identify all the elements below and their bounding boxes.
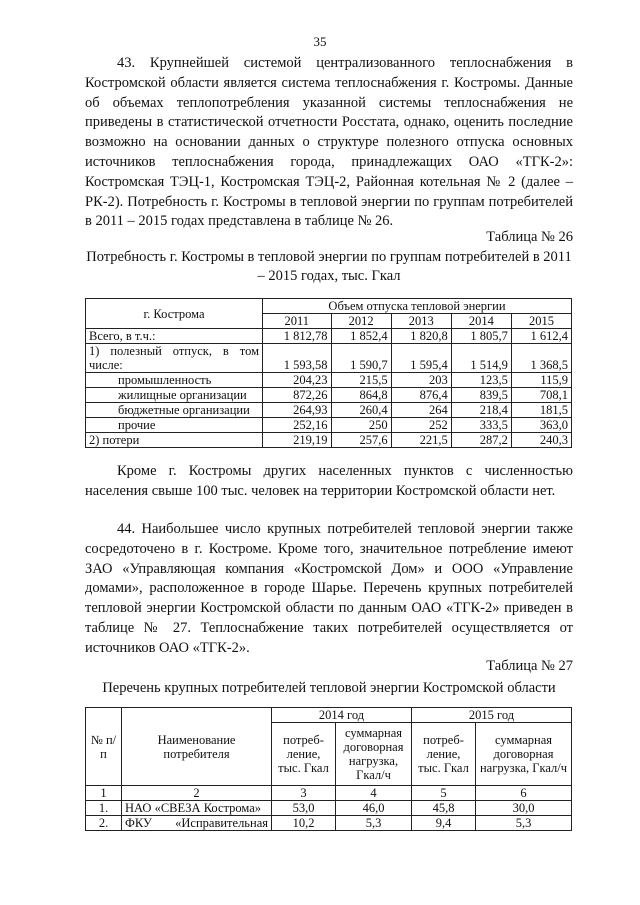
table-26-year-header: 2012 xyxy=(331,314,391,329)
cell-value: 1 590,7 xyxy=(331,344,391,373)
column-number: 1 xyxy=(86,786,122,801)
cell-value: 260,4 xyxy=(331,403,391,418)
cell-value: 1 593,58 xyxy=(263,344,332,373)
column-number: 2 xyxy=(122,786,272,801)
table-row xyxy=(86,388,572,403)
cell-value: 872,26 xyxy=(263,388,332,403)
cell-value: 257,6 xyxy=(331,433,391,448)
cell-value: 115,9 xyxy=(511,373,571,388)
consumer-name: НАО «СВЕЗА Кострома» xyxy=(122,801,272,816)
paragraph-44: 44. Наибольшее число крупных потребителей тепловой энергии также сосредоточено в г. Костроме. Кроме того, значительное потребление имеют ЗАО «Управляющая компания «Костромской Дом» и ООО «Управление домами», расположенное в городе Шарье. Перечень крупных потребителей тепловой энергии Костромской области по данным ОАО «ТГК-2» приведен в таблице № 27. Теплоснабжение таких потребителей осуществляется от источников ОАО «ТГК-2». xyxy=(85,521,573,656)
row-name: 1) полезный отпуск, в том числе: xyxy=(86,344,263,373)
table-27 xyxy=(85,707,572,831)
cell-value: 203 xyxy=(391,373,451,388)
cell-value: 363,0 xyxy=(511,418,571,433)
row-number: 1. xyxy=(86,801,122,816)
cell-value: 839,5 xyxy=(451,388,511,403)
cell-value: 1 820,8 xyxy=(391,329,451,344)
cell-value: 1 812,78 xyxy=(263,329,332,344)
table-row xyxy=(86,816,572,831)
cell-value: 1 612,4 xyxy=(511,329,571,344)
table-27-num-header: № п/п xyxy=(86,708,122,786)
table-27-consumption-header: потреб- ление, тыс. Гкал xyxy=(272,723,336,786)
table-row xyxy=(86,786,572,801)
table-27-year-header: 2015 год xyxy=(412,708,572,723)
table-27-name-header: Наименование потребителя xyxy=(122,708,272,786)
table-26-label: Таблица № 26 xyxy=(486,229,573,245)
cell-value: 30,0 xyxy=(476,801,572,816)
table-row xyxy=(86,418,572,433)
column-number: 4 xyxy=(336,786,412,801)
cell-value: 46,0 xyxy=(336,801,412,816)
table-27-label: Таблица № 27 xyxy=(486,658,573,674)
cell-value: 250 xyxy=(331,418,391,433)
cell-value: 5,3 xyxy=(336,816,412,831)
column-number: 5 xyxy=(412,786,476,801)
table-26-year-header: 2013 xyxy=(391,314,451,329)
cell-value: 1 805,7 xyxy=(451,329,511,344)
table-26 xyxy=(85,298,572,448)
table-row xyxy=(86,801,572,816)
cell-value: 1 595,4 xyxy=(391,344,451,373)
cell-value: 219,19 xyxy=(263,433,332,448)
cell-value: 1 852,4 xyxy=(331,329,391,344)
table-row xyxy=(86,403,572,418)
table-27-title: Перечень крупных потребителей тепловой энергии Костромской области xyxy=(102,680,556,696)
table-26-title: Потребность г. Костромы в тепловой энергии по группам потребителей в 2011 – 2015 годах, тыс. Гкал xyxy=(86,249,572,284)
table-27-load-header: суммарная договорная нагрузка, Гкал/ч xyxy=(336,723,412,786)
cell-value: 181,5 xyxy=(511,403,571,418)
cell-value: 708,1 xyxy=(511,388,571,403)
cell-value: 215,5 xyxy=(331,373,391,388)
cell-value: 53,0 xyxy=(272,801,336,816)
cell-value: 264,93 xyxy=(263,403,332,418)
cell-value: 240,3 xyxy=(511,433,571,448)
cell-value: 221,5 xyxy=(391,433,451,448)
table-26-year-header: 2014 xyxy=(451,314,511,329)
cell-value: 45,8 xyxy=(412,801,476,816)
row-number: 2. xyxy=(86,816,122,831)
table-26-year-header: 2011 xyxy=(263,314,332,329)
table-row xyxy=(86,373,572,388)
column-number: 3 xyxy=(272,786,336,801)
table-row xyxy=(86,344,572,373)
cell-value: 864,8 xyxy=(331,388,391,403)
table-26-group-header: Объем отпуска тепловой энергии xyxy=(263,299,572,314)
column-number: 6 xyxy=(476,786,572,801)
row-name: 2) потери xyxy=(86,433,263,448)
table-27-load-header: суммарная договорная нагрузка, Гкал/ч xyxy=(476,723,572,786)
row-name: прочие xyxy=(86,418,263,433)
cell-value: 287,2 xyxy=(451,433,511,448)
cell-value: 252,16 xyxy=(263,418,332,433)
table-26-year-header: 2015 xyxy=(511,314,571,329)
row-name: жилищные организации xyxy=(86,388,263,403)
page-number: 35 xyxy=(313,34,327,49)
paragraph-43: 43. Крупнейшей системой централизованного теплоснабжения в Костромской области является система теплоснабжения г. Костромы. Данные об объемах теплопотребления указанной системы теплоснабжения не приведены в статистической отчетности Росстата, однако, оценить последние возможно на основании данных о структуре полезного отпуска основных источников теплоснабжения города, принадлежащих ОАО «ТГК-2»: Костромская ТЭЦ-1, Костромская ТЭЦ-2, Районная котельная № 2 (далее – РК-2). Потребность г. Костромы в тепловой энергии по группам потребителей в 2011 – 2015 годах представлена в таблице № 26. xyxy=(85,55,573,230)
table-row xyxy=(86,433,572,448)
row-name: Всего, в т.ч.: xyxy=(86,329,263,344)
cell-value: 252 xyxy=(391,418,451,433)
cell-value: 1 514,9 xyxy=(451,344,511,373)
cell-value: 1 368,5 xyxy=(511,344,571,373)
cell-value: 204,23 xyxy=(263,373,332,388)
cell-value: 5,3 xyxy=(476,816,572,831)
cell-value: 123,5 xyxy=(451,373,511,388)
table-row xyxy=(86,329,572,344)
table-26-corner-header: г. Кострома xyxy=(86,299,263,329)
cell-value: 333,5 xyxy=(451,418,511,433)
consumer-name: ФКУ «Исправительная xyxy=(122,816,272,831)
cell-value: 264 xyxy=(391,403,451,418)
cell-value: 10,2 xyxy=(272,816,336,831)
cell-value: 218,4 xyxy=(451,403,511,418)
cell-value: 876,4 xyxy=(391,388,451,403)
row-name: бюджетные организации xyxy=(86,403,263,418)
table-27-consumption-header: потреб- ление, тыс. Гкал xyxy=(412,723,476,786)
paragraph-other-cities: Кроме г. Костромы других населенных пунктов с численностью населения свыше 100 тыс. человек на территории Костромской области нет. xyxy=(85,463,573,499)
cell-value: 9,4 xyxy=(412,816,476,831)
table-27-year-header: 2014 год xyxy=(272,708,412,723)
row-name: промышленность xyxy=(86,373,263,388)
